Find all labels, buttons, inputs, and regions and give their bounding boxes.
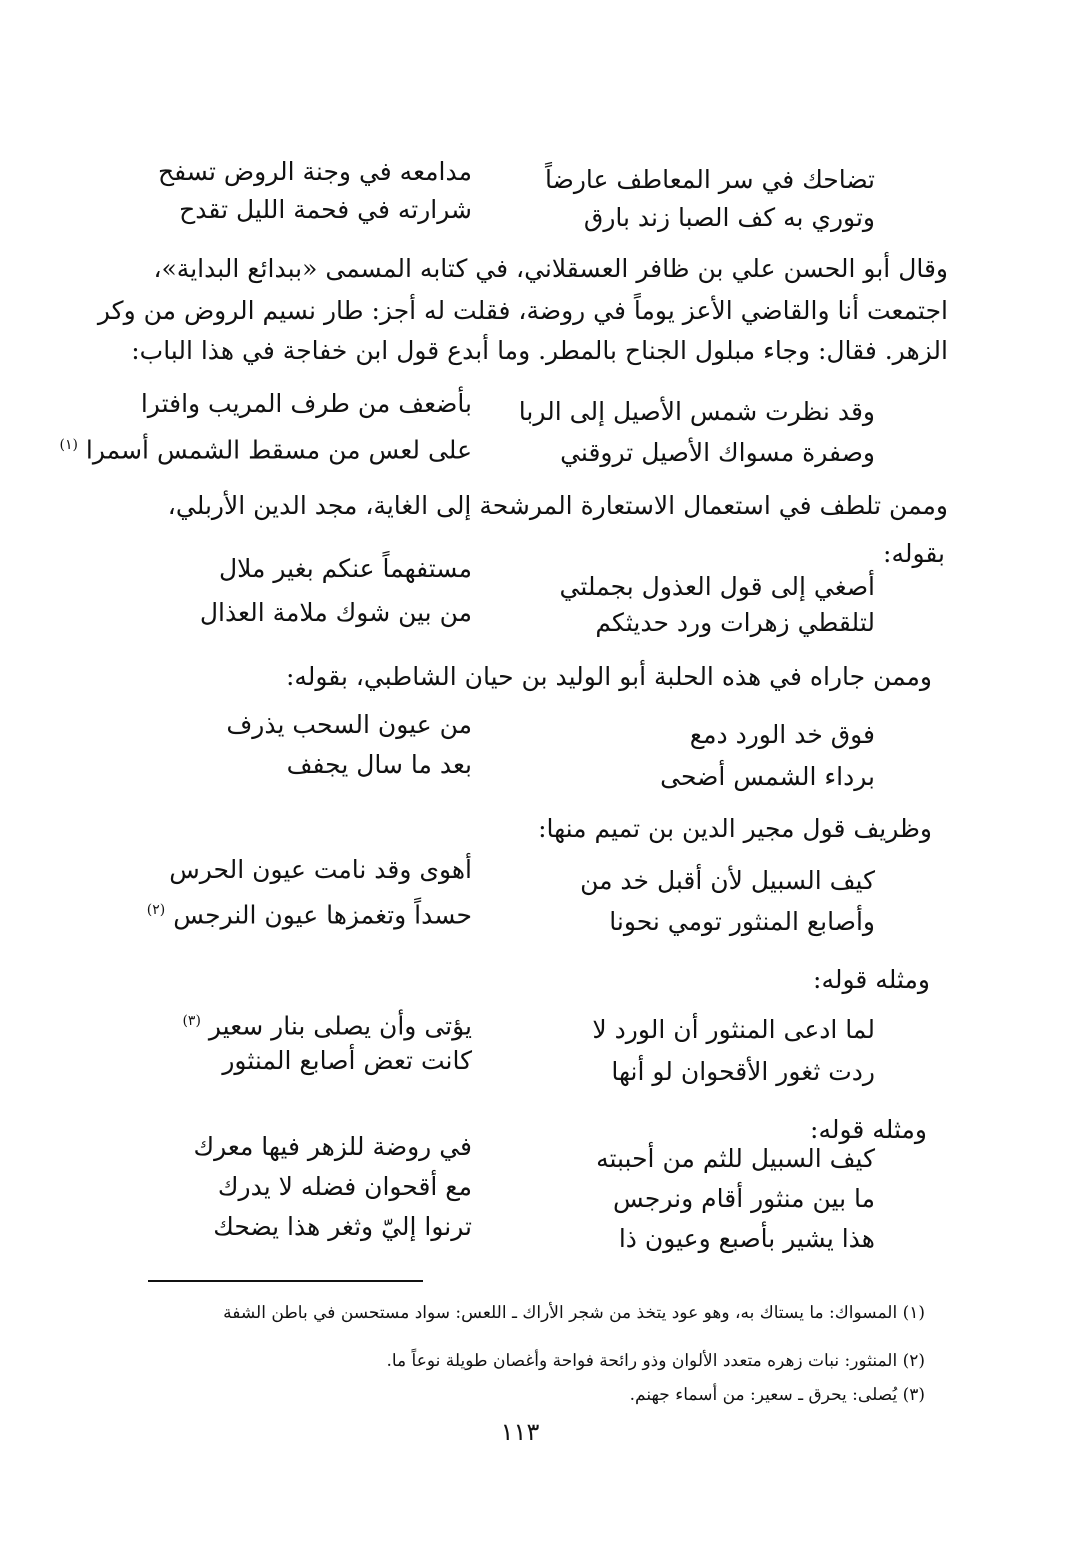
prose-line: بقوله:	[883, 539, 945, 568]
verse-left: ترنوا إليّ وثغر هذا يضحك	[213, 1212, 472, 1241]
verse-right: لتلقطي زهرات ورد حديثكم	[595, 608, 875, 637]
verse-left	[147, 893, 472, 932]
footnote: (٣) يُصلى: يحرق ـ سعير: من أسماء جهنم.	[629, 1385, 925, 1405]
page-number: ١١٣	[500, 1418, 540, 1446]
verse-left: كانت تعض أصابع المنثور	[222, 1046, 472, 1075]
prose-line: اجتمعت أنا والقاضي الأعز يوماً في روضة، فقلت له أجز: طار نسيم الروض من وكر	[97, 296, 948, 325]
prose-line: ومثله قوله:	[813, 965, 930, 994]
verse-right: وأصابع المنثور تومي نحونا	[609, 907, 875, 936]
footnote-ref: (٣)	[182, 1013, 201, 1029]
verse-right: برداء الشمس أضحى	[660, 762, 875, 791]
verse-left: من عيون السحب يذرف	[226, 710, 472, 739]
verse-left-text: حسداً وتغمزها عيون النرجس	[173, 900, 472, 930]
verse-right: كيف السبيل لأن أقبل خد من	[580, 866, 875, 895]
verse-right: تضاحك في سر المعاطف عارضاً	[544, 165, 875, 194]
verse-left: مدامعه في وجنة الروض تسفح	[157, 157, 472, 186]
prose-line: وممن جاراه في هذه الحلبة أبو الوليد بن حيان الشاطبي، بقوله:	[285, 662, 932, 691]
verse-right: ما بين منثور أقام ونرجس	[613, 1184, 875, 1213]
verse-right: فوق خد الورد دمع	[689, 720, 875, 749]
verse-left: مع أقحوان فضله لا يدرك	[217, 1172, 472, 1201]
verse-left	[182, 1004, 472, 1043]
footnote: (٢) المنثور: نبات زهره متعدد الألوان وذو رائحة فواحة وأغصان طويلة نوعاً ما.	[386, 1351, 925, 1371]
verse-right: وتوري به كف الصبا زند بارق	[583, 203, 875, 232]
verse-left-text: يؤتى وأن يصلى بنار سعير	[208, 1011, 472, 1041]
verse-left: بعد ما سال يجفف	[286, 750, 472, 779]
prose-line: ومثله قوله:	[810, 1115, 927, 1144]
footnote-separator	[148, 1280, 423, 1282]
verse-left	[59, 428, 472, 467]
prose-line: وقال أبو الحسن علي بن ظافر العسقلاني، في كتابه المسمى «ببدائع البداية»،	[153, 254, 948, 283]
verse-left: من بين شوك ملامة العذال	[199, 598, 472, 627]
verse-left-text: على لعس من مسقط الشمس أسمرا	[85, 435, 472, 465]
footnote-ref: (٢)	[146, 902, 166, 918]
prose-line: وممن تلطف في استعمال الاستعارة المرشحة إلى الغاية، مجد الدين الأربلي،	[167, 491, 948, 520]
prose-line: وظريف قول مجير الدين بن تميم منها:	[538, 814, 932, 843]
verse-right: وقد نظرت شمس الأصيل إلى الربا	[518, 397, 875, 426]
verse-left: في روضة للزهر فيها معرك	[193, 1132, 472, 1161]
verse-left: بأضعف من طرف المريب وافترا	[140, 389, 472, 418]
verse-right: أصغي إلى قول العذول بجملتي	[559, 572, 875, 601]
verse-left: مستفهماً عنكم بغير ملال	[218, 554, 472, 583]
verse-left: أهوى وقد نامت عيون الحرس	[169, 855, 472, 884]
verse-right: ردت ثغور الأقحوان لو أنها	[611, 1057, 875, 1086]
verse-right: لما ادعى المنثور أن الورد لا	[592, 1015, 875, 1044]
verse-right: هذا يشير بأصبع وعيون ذا	[618, 1224, 875, 1253]
footnote: (١) المسواك: ما يستاك به، وهو عود يتخذ من شجر الأراك ـ اللعس: سواد مستحسن في باطن الشفة	[223, 1303, 925, 1323]
verse-right: وصفرة مسواك الأصيل تروقني	[560, 438, 875, 467]
verse-left: شرارته في فحمة الليل تقدح	[179, 195, 472, 224]
verse-right: كيف السبيل للثم من أحببته	[596, 1144, 875, 1173]
prose-line: الزهر. فقال: وجاء مبلول الجناح بالمطر. وما أبدع قول ابن خفاجة في هذا الباب:	[131, 336, 948, 365]
footnote-ref: (١)	[59, 437, 78, 453]
